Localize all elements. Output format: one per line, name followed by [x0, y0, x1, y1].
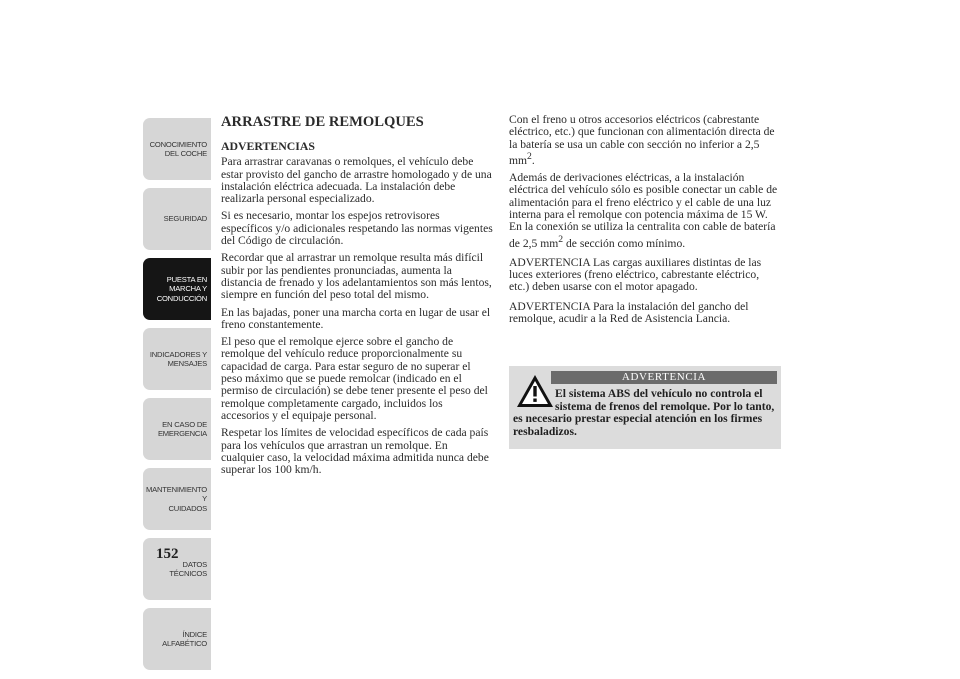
right-column [509, 114, 781, 332]
paragraph: El peso que el remolque ejerce sobre el gancho de remolque del vehículo reduce proporcionalmente su capacidad de carga. Para estar seguro de no superar el peso máximo que se puede remolcar (indicado en el permiso de circulación) se debe tener presente el peso del remolque completamente cargado, incluidos los accesorios y el equipaje personal. [221, 335, 488, 422]
paragraph: En las bajadas, poner una marcha corta en lugar de usar el freno constantemente. [221, 305, 491, 331]
paragraph: Respetar los límites de velocidad específicos de cada país para los vehículos que arrastran un remolque. En cualquier caso, la velocidad máxima admitida nunca debe superar los 100 km/h. [221, 426, 489, 477]
chapter-tabs [143, 118, 211, 678]
superscript: 2 [527, 150, 532, 162]
section-title: ARRASTRE DE REMOLQUES [221, 114, 424, 130]
tab-indicadores-y-mensajes[interactable] [143, 328, 211, 390]
tab-conocimiento-del-coche[interactable] [143, 118, 211, 180]
paragraph-text: Con el freno u otros accesorios eléctricos (cabrestante eléctrico, etc.) que funcionan con alimentación directa de la batería se usa un cable con sección no inferior a 2,5 mm [509, 113, 775, 167]
paragraph: Para arrastrar caravanas o remolques, el vehículo debe estar provisto del gancho de arrastre homologado y de una instalación eléctrica adecuada. La instalación debe realizarla personal especializado. [221, 155, 492, 206]
paragraph [509, 114, 781, 167]
tab-label: EN CASO DE EMERGENCIA [157, 419, 207, 438]
paragraph-text: Además de derivaciones eléctricas, a la instalación eléctrica del vehículo sólo es posible conectar un cable de alimentación para el freno eléctrico y el cable de una luz interna para el remolque con potencia máxima de 15 W. En la conexión se utiliza la centralita con cable de batería de 2,5 mm [509, 171, 778, 250]
left-column [221, 114, 493, 481]
tab-label: CONOCIMIENTO DEL COCHE [149, 139, 207, 158]
paragraph-end: de sección como mínimo. [563, 236, 686, 250]
tab-label: ÍNDICE ALFABÉTICO [162, 629, 207, 648]
paragraph-end: . [531, 153, 535, 167]
paragraph: ADVERTENCIA Para la instalación del gancho del remolque, acudir a la Red de Asistencia Lancia. [509, 299, 749, 325]
paragraph: Recordar que al arrastrar un remolque resulta más difícil subir por las pendientes pronunciadas, aumenta la distancia de frenado y los adelantamientos son más lentos, siempre en función del peso total del mismo. [221, 251, 492, 302]
section-subtitle: ADVERTENCIAS [221, 139, 315, 153]
warning-box [509, 366, 781, 449]
tab-label: DATOS TÉCNICOS [169, 559, 207, 578]
tab-label: PUESTA EN MARCHA Y CONDUCCIÓN [156, 274, 207, 303]
tab-label: SEGURIDAD [163, 214, 207, 224]
paragraph [509, 172, 781, 250]
tab-label: MANTENIMIENTO Y CUIDADOS [146, 484, 207, 513]
tab-en-caso-de-emergencia[interactable] [143, 398, 211, 460]
superscript: 2 [558, 233, 564, 245]
warning-text-block [513, 388, 777, 438]
tab-label: INDICADORES Y MENSAJES [149, 349, 207, 368]
paragraph: Si es necesario, montar los espejos retrovisores específicos y/o adicionales respetando las normas vigentes del Código de circulación. [221, 209, 493, 248]
tab-seguridad[interactable] [143, 188, 211, 250]
paragraph: ADVERTENCIA Las cargas auxiliares distintas de las luces exteriores (freno eléctrico, cabrestante eléctrico, etc.) deben usarse con el motor apagado. [509, 255, 762, 294]
tab-indice-alfabetico[interactable] [143, 608, 211, 670]
page-number: 152 [156, 546, 179, 562]
tab-mantenimiento-y-cuidados[interactable] [143, 468, 211, 530]
warning-text: El sistema ABS del vehículo no controla el sistema de frenos del remolque. Por lo tanto, es necesario prestar especial atención en los firmes resbaladizos. [513, 387, 775, 438]
tab-puesta-en-marcha[interactable] [143, 258, 211, 320]
warning-header: ADVERTENCIA [551, 371, 777, 384]
